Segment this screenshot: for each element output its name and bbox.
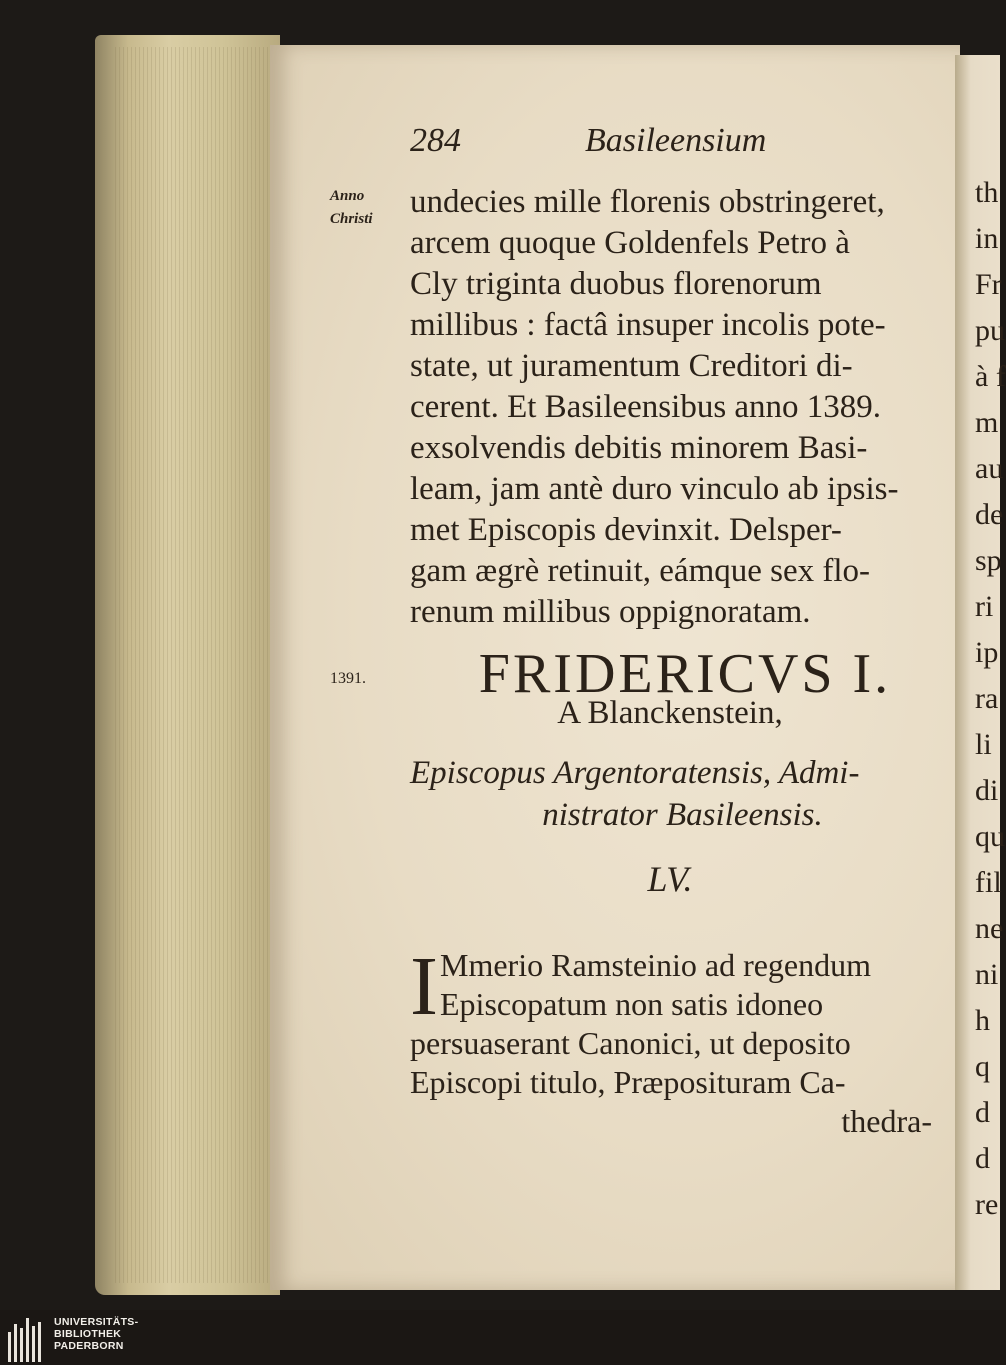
margin-note	[330, 185, 402, 231]
facing-page-fragment: d	[975, 1096, 990, 1129]
facing-page-fragment: pu	[975, 314, 1005, 347]
library-name-line: UNIVERSITÄTS-	[54, 1316, 139, 1328]
text-line: Episcopatum non satis idoneo	[440, 986, 824, 1022]
text-line: Cly triginta duobus florenorum	[410, 266, 822, 302]
bishop-title	[410, 752, 935, 836]
library-name	[54, 1316, 138, 1352]
facing-page-fragment: h	[975, 1004, 990, 1037]
text-line: exsolvendis debitis minorem Basi-	[410, 430, 868, 466]
margin-note-line: Christi	[330, 211, 373, 227]
text-line: Episcopi titulo, Præposituram Ca-	[410, 1064, 846, 1100]
margin-year: 1391.	[330, 670, 366, 687]
text-line: Mmerio Ramsteinio ad regendum	[440, 947, 872, 983]
text-line: leam, jam antè duro vinculo ab ipsis-	[410, 471, 899, 507]
library-footer	[0, 1310, 1000, 1365]
facing-page-fragment: fil	[975, 866, 1002, 899]
facing-page-fragment: sp	[975, 544, 1002, 577]
facing-page-fragment: ri	[975, 590, 994, 623]
facing-page-fragment: ne	[975, 912, 1004, 945]
facing-page-fragment: au	[975, 452, 1004, 485]
facing-page-fragment: in	[975, 222, 999, 255]
facing-page-fragment: à f	[975, 360, 1006, 393]
text-line: met Episcopis devinxit. Delsper-	[410, 512, 842, 548]
facing-page-fragment: ip	[975, 636, 999, 669]
facing-page-fragment: li	[975, 728, 992, 761]
facing-page-fragment: d	[975, 1142, 990, 1175]
chapter-number: LV.	[647, 859, 693, 899]
text-line: renum millibus oppignoratam.	[410, 594, 811, 630]
facing-page-fragment: re	[975, 1188, 999, 1221]
paragraph-text	[410, 940, 935, 1141]
text-line: cerent. Et Basileensibus anno 1389.	[410, 389, 882, 425]
book-page-edges	[95, 35, 280, 1295]
running-head: Basileensium	[585, 122, 767, 159]
text-line: millibus : factâ insuper incolis pote-	[410, 307, 886, 343]
text-line: gam ægrè retinuit, eámque sex flo-	[410, 553, 871, 589]
title-line: Episcopus Argentoratensis, Admi-	[410, 755, 860, 791]
facing-page-fragment: qu	[975, 820, 1005, 853]
margin-note-line: Anno	[330, 188, 365, 204]
title-line: nistrator Basileensis.	[542, 797, 823, 833]
library-name-line: PADERBORN	[54, 1340, 124, 1352]
section-heading: FRIDERICVS I.	[478, 643, 892, 705]
library-logo-icon	[6, 1314, 48, 1362]
drop-cap: I	[410, 940, 438, 1033]
body-text	[410, 182, 935, 633]
page-header	[410, 122, 930, 166]
facing-page-fragment: de	[975, 498, 1004, 531]
catchword: thedra-	[841, 1103, 932, 1139]
page-number: 284	[410, 122, 461, 159]
text-line: persuaserant Canonici, ut deposito	[410, 1025, 851, 1061]
facing-page	[955, 55, 1006, 1290]
library-name-line: BIBLIOTHEK	[54, 1328, 122, 1340]
facing-page-fragment: ni	[975, 958, 999, 991]
facing-page-text	[975, 170, 1005, 1228]
facing-page-fragment: di	[975, 774, 999, 807]
text-line: arcem quoque Goldenfels Petro à	[410, 225, 850, 261]
facing-page-fragment: q	[975, 1050, 990, 1083]
text-line: undecies mille florenis obstringeret,	[410, 184, 885, 220]
facing-page-fragment: th	[975, 176, 999, 209]
section-subheading: A Blanckenstein,	[557, 695, 783, 731]
facing-page-fragment: ra	[975, 682, 999, 715]
facing-page-fragment: m	[975, 406, 999, 439]
text-line: state, ut juramentum Creditori di-	[410, 348, 853, 384]
facing-page-fragment: Fr	[975, 268, 1002, 301]
